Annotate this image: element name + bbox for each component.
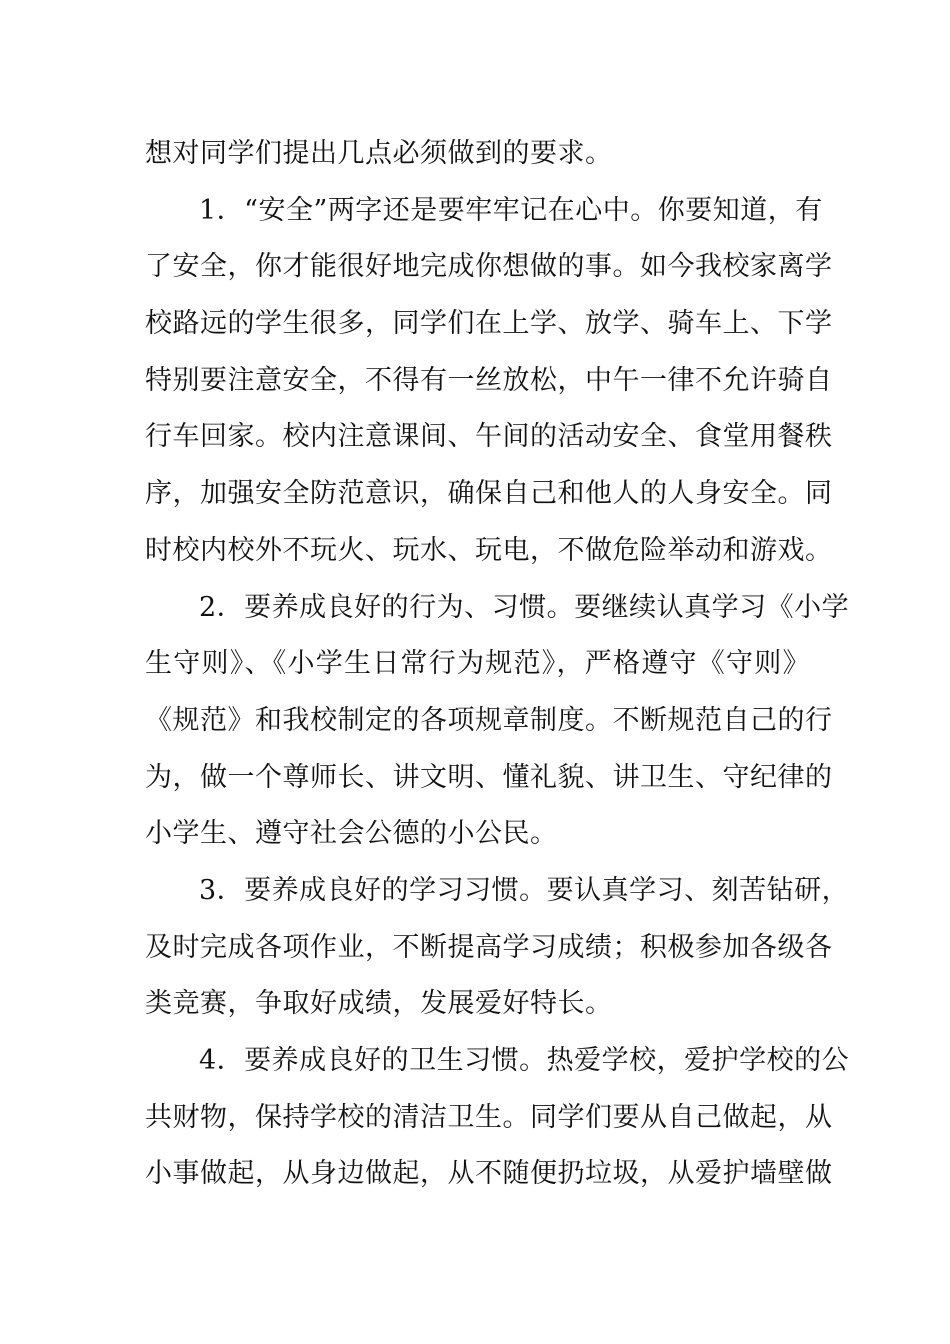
text-line-3: 了安全，你才能很好地完成你想做的事。如今我校家离学: [145, 251, 833, 283]
text-line-11: 《规范》和我校制定的各项规章制度。不断规范自己的行: [145, 704, 833, 736]
text-line-10: 生守则》、《小学生日常行为规范》，严格遵守《守则》: [145, 648, 810, 680]
body-text: [145, 126, 850, 1203]
text-line-5: 特别要注意安全，不得有一丝放松，中午一律不允许骑自: [145, 364, 833, 396]
text-line-1: 想对同学们提出几点必须做到的要求。: [145, 138, 613, 169]
text-line-8: 时校内校外不玩火、玩水、玩电，不做危险举动和游戏。: [145, 534, 833, 566]
text-line-18: 共财物，保持学校的清洁卫生。同学们要从自己做起，从: [145, 1101, 833, 1133]
text-line-17: 4．要养成良好的卫生习惯。热爱学校，爱护学校的公: [199, 1045, 850, 1076]
text-line-15: 及时完成各项作业，不断提高学习成绩；积极参加各级各: [145, 931, 833, 963]
text-line-2: 1．“安全”两字还是要牢牢记在心中。你要知道，有: [199, 194, 823, 226]
text-line-12: 为，做一个尊师长、讲文明、懂礼貌、讲卫生、守纪律的: [145, 761, 833, 793]
text-line-16: 类竞赛，争取好成绩，发展爱好特长。: [145, 988, 613, 1020]
text-line-7: 序，加强安全防范意识，确保自己和他人的人身安全。同: [145, 478, 833, 510]
text-line-13: 小学生、遵守社会公德的小公民。: [145, 818, 558, 850]
text-line-14: 3．要养成良好的学习习惯。要认真学习、刻苦钻研，: [199, 874, 850, 906]
text-line-4: 校路远的学生很多，同学们在上学、放学、骑车上、下学: [145, 308, 833, 340]
text-line-6: 行车回家。校内注意课间、午间的活动安全、食堂用餐秩: [145, 421, 833, 453]
text-line-19: 小事做起，从身边做起，从不随便扔垃圾，从爱护墙壁做: [145, 1158, 833, 1190]
text-line-9: 2．要养成良好的行为、习惯。要继续认真学习《小学: [199, 591, 850, 623]
